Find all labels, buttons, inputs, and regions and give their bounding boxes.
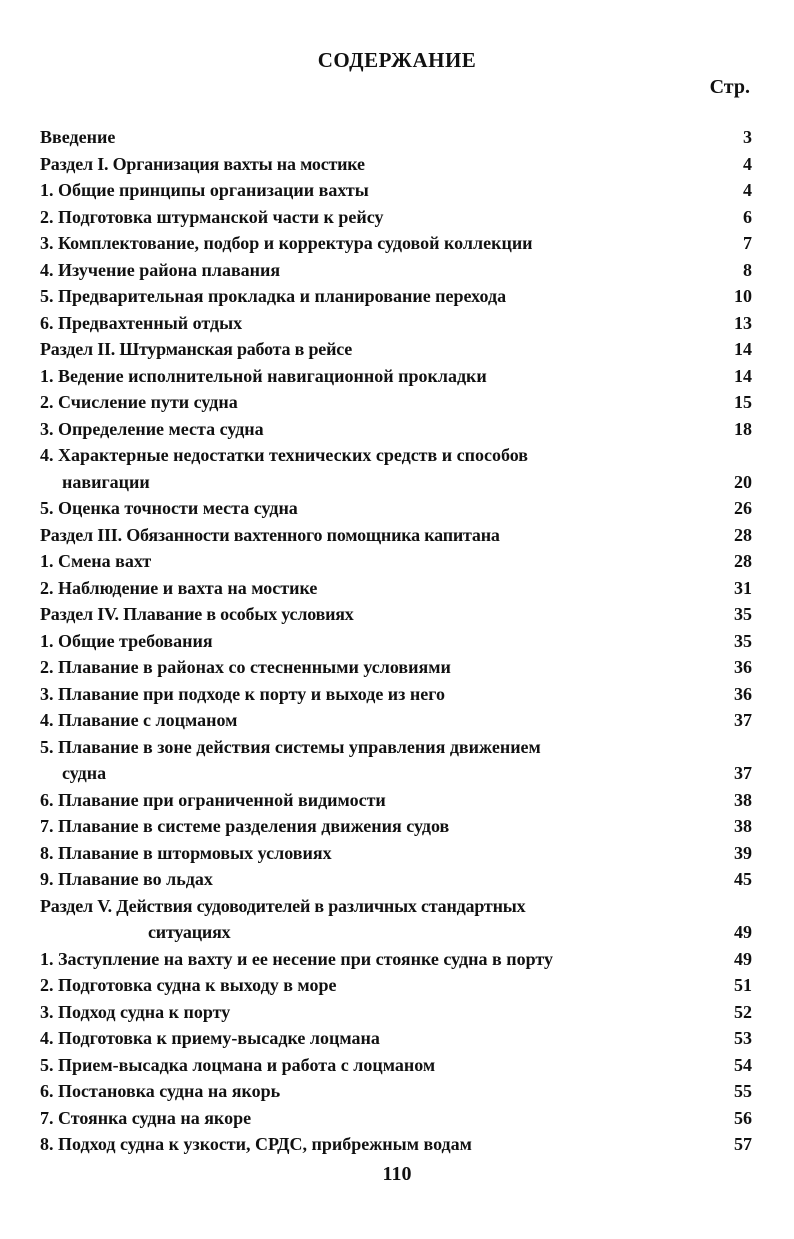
toc-entry-label — [40, 601, 712, 628]
toc-entry-label — [40, 495, 712, 522]
toc-entry-page-number: 51 — [734, 975, 752, 995]
toc-entry-title: 5. Оценка точности места судна — [40, 498, 298, 518]
toc-entry-title: Раздел IV. Плавание в особых условиях — [40, 604, 354, 624]
toc-entry-page-number: 4 — [743, 180, 752, 200]
toc-entry-page-number: 3 — [743, 127, 752, 147]
toc-entry-title: 3. Подход судна к порту — [40, 1001, 231, 1022]
toc-entry-label — [40, 283, 712, 310]
toc-entry — [40, 283, 752, 310]
toc-entry-label — [40, 1052, 712, 1079]
toc-entry-title: 1. Ведение исполнительной навигационной прокладки — [40, 365, 487, 386]
toc-entry-label — [40, 363, 712, 390]
toc-entry-label — [40, 628, 712, 655]
toc-entry-title: 1. Смена вахт — [40, 551, 152, 571]
toc-entry — [40, 654, 752, 681]
toc-entry-title: Введение — [40, 127, 116, 147]
toc-entry-title: 1. Общие требования — [40, 630, 213, 651]
toc-entry — [40, 813, 752, 840]
toc-entry-title: 4. Плавание с лоцманом — [40, 710, 238, 730]
toc-entry-label — [40, 654, 712, 681]
toc-entry-page-number: 55 — [734, 1081, 752, 1101]
toc-entry-title-continuation: судна — [62, 763, 107, 783]
toc-entry — [40, 1131, 752, 1158]
toc-entry — [40, 389, 752, 416]
toc-entry-title: 6. Плавание при ограниченной видимости — [40, 789, 386, 810]
toc-entry-title: 7. Стоянка судна на якоре — [40, 1107, 252, 1128]
toc-entry-page-number: 49 — [734, 922, 752, 942]
toc-entry-page-number: 13 — [734, 312, 752, 333]
toc-entry — [40, 972, 752, 999]
toc-entry-page-number: 53 — [734, 1028, 752, 1048]
toc-entry-title: 6. Постановка судна на якорь — [40, 1081, 281, 1101]
footer-page-number: 110 — [382, 1163, 412, 1185]
toc-entry-title: 8. Плавание в штормовых условиях — [40, 842, 332, 863]
toc-entry-page-number: 57 — [734, 1134, 752, 1154]
toc-entry — [40, 866, 752, 893]
toc-entry-page-number: 7 — [743, 233, 752, 253]
toc-entry — [40, 840, 752, 867]
toc-entry-title: 9. Плавание во льдах — [40, 869, 213, 889]
page-title: СОДЕРЖАНИЕ — [317, 48, 477, 72]
toc-entry — [40, 1025, 752, 1052]
toc-entry-title: 2. Плавание в районах со стесненными условиями — [40, 657, 451, 677]
toc-entry-label — [40, 813, 712, 840]
toc-entry-label — [40, 734, 712, 787]
toc-entry-page-number: 8 — [743, 259, 752, 280]
toc-entry-title: 2. Подготовка судна к выходу в море — [40, 975, 337, 995]
toc-entry-title: Раздел I. Организация вахты на мостике — [40, 153, 365, 174]
toc-entry-title: 1. Заступление на вахту и ее несение при стоянке судна в порту — [40, 948, 553, 969]
toc-entry-label — [40, 575, 712, 602]
toc-entry-page-number: 28 — [734, 524, 752, 545]
toc-entry-title: 3. Комплектование, подбор и корректура судовой коллекции — [40, 233, 533, 253]
toc-entry-label — [40, 336, 712, 363]
toc-entry — [40, 124, 752, 151]
toc-section-heading — [40, 893, 752, 946]
toc-entry-title: 5. Предварительная прокладка и планирование перехода — [40, 286, 507, 306]
toc-entry — [40, 442, 752, 495]
toc-entry-title: 3. Определение места судна — [40, 418, 264, 439]
toc-entry-page-number: 38 — [734, 789, 752, 810]
toc-entry-title: 6. Предвахтенный отдых — [40, 312, 243, 333]
toc-entry-title: 8. Подход судна к узкости, СРДС, прибрежным водам — [40, 1134, 472, 1154]
table-of-contents — [40, 124, 752, 1158]
toc-entry-page-number: 31 — [734, 577, 752, 598]
toc-entry-page-number: 14 — [734, 365, 752, 386]
toc-entry-page-number: 6 — [743, 206, 752, 227]
toc-entry — [40, 177, 752, 204]
toc-entry-title: 2. Счисление пути судна — [40, 392, 238, 412]
toc-entry-label — [40, 442, 712, 495]
toc-entry-page-number: 36 — [734, 683, 752, 704]
toc-entry-page-number: 38 — [734, 816, 752, 836]
toc-entry — [40, 310, 752, 337]
toc-entry-label — [40, 1131, 712, 1158]
toc-entry-title: 4. Изучение района плавания — [40, 259, 281, 280]
toc-entry-page-number: 4 — [743, 153, 752, 174]
toc-entry-page-number: 28 — [734, 551, 752, 571]
toc-entry-page-number: 37 — [734, 763, 752, 783]
toc-entry-label — [40, 893, 712, 946]
toc-entry-label — [40, 972, 712, 999]
toc-entry — [40, 575, 752, 602]
toc-entry-page-number: 26 — [734, 498, 752, 518]
toc-entry-label — [40, 151, 712, 178]
toc-entry-page-number: 35 — [734, 604, 752, 624]
toc-section-heading — [40, 522, 752, 549]
toc-entry-title-continuation: ситуациях — [148, 922, 231, 942]
toc-entry — [40, 257, 752, 284]
toc-entry — [40, 999, 752, 1026]
toc-entry — [40, 734, 752, 787]
toc-entry-title: 5. Плавание в зоне действия системы управления движением — [40, 736, 541, 757]
toc-entry-label — [40, 548, 712, 575]
toc-entry-page-number: 15 — [734, 392, 752, 412]
toc-entry-title: Раздел V. Действия судоводителей в различных стандартных — [40, 895, 526, 916]
toc-entry-page-number: 14 — [734, 339, 752, 359]
toc-entry-page-number: 52 — [734, 1001, 752, 1022]
toc-entry — [40, 787, 752, 814]
toc-entry-label — [40, 124, 712, 151]
toc-entry-page-number: 10 — [734, 286, 752, 306]
toc-entry-page-number: 36 — [734, 657, 752, 677]
toc-entry-title-continuation: навигации — [62, 471, 150, 492]
toc-section-heading — [40, 151, 752, 178]
toc-entry-label — [40, 230, 712, 257]
toc-entry-title: 4. Характерные недостатки технических средств и способов — [40, 445, 529, 465]
toc-entry-label — [40, 416, 712, 443]
toc-entry-label — [40, 204, 712, 231]
toc-section-heading — [40, 336, 752, 363]
toc-entry-page-number: 45 — [734, 869, 752, 889]
toc-entry-title: Раздел III. Обязанности вахтенного помощника капитана — [40, 524, 500, 545]
toc-entry-label — [40, 999, 712, 1026]
toc-entry — [40, 707, 752, 734]
toc-entry-label — [40, 1025, 712, 1052]
toc-entry-label — [40, 389, 712, 416]
toc-entry-label — [40, 707, 712, 734]
toc-entry — [40, 1105, 752, 1132]
toc-entry-label — [40, 840, 712, 867]
toc-entry-page-number: 37 — [734, 710, 752, 730]
toc-entry-title: 7. Плавание в системе разделения движения судов — [40, 816, 450, 836]
page-column-header: Стр. — [709, 76, 750, 98]
toc-entry-label — [40, 946, 712, 973]
toc-entry — [40, 204, 752, 231]
toc-entry — [40, 1078, 752, 1105]
toc-entry-label — [40, 681, 712, 708]
toc-entry-page-number: 35 — [734, 630, 752, 651]
toc-entry — [40, 628, 752, 655]
toc-entry-label — [40, 787, 712, 814]
toc-entry — [40, 416, 752, 443]
toc-entry-page-number: 18 — [734, 418, 752, 439]
toc-entry-title: 5. Прием-высадка лоцмана и работа с лоцманом — [40, 1054, 436, 1075]
toc-entry-label — [40, 1078, 712, 1105]
toc-entry-label — [40, 522, 712, 549]
toc-entry — [40, 1052, 752, 1079]
toc-entry-title: 4. Подготовка к приему-высадке лоцмана — [40, 1028, 380, 1048]
toc-entry-page-number: 20 — [734, 471, 752, 492]
toc-entry-page-number: 39 — [734, 842, 752, 863]
toc-entry — [40, 681, 752, 708]
toc-entry-title: Раздел II. Штурманская работа в рейсе — [40, 339, 353, 359]
toc-entry-title: 3. Плавание при подходе к порту и выходе из него — [40, 683, 445, 704]
toc-entry-page-number: 49 — [734, 948, 752, 969]
toc-section-heading — [40, 601, 752, 628]
toc-entry-label — [40, 866, 712, 893]
toc-entry — [40, 548, 752, 575]
toc-entry-label — [40, 1105, 712, 1132]
toc-entry-title: 2. Подготовка штурманской части к рейсу — [40, 206, 384, 227]
toc-entry-page-number: 56 — [734, 1107, 752, 1128]
toc-entry — [40, 495, 752, 522]
toc-entry-label — [40, 177, 712, 204]
toc-entry-label — [40, 310, 712, 337]
toc-entry-label — [40, 257, 712, 284]
toc-entry — [40, 363, 752, 390]
toc-entry — [40, 946, 752, 973]
toc-entry — [40, 230, 752, 257]
toc-entry-page-number: 54 — [734, 1054, 752, 1075]
toc-entry-title: 1. Общие принципы организации вахты — [40, 180, 369, 200]
toc-entry-title: 2. Наблюдение и вахта на мостике — [40, 577, 318, 598]
